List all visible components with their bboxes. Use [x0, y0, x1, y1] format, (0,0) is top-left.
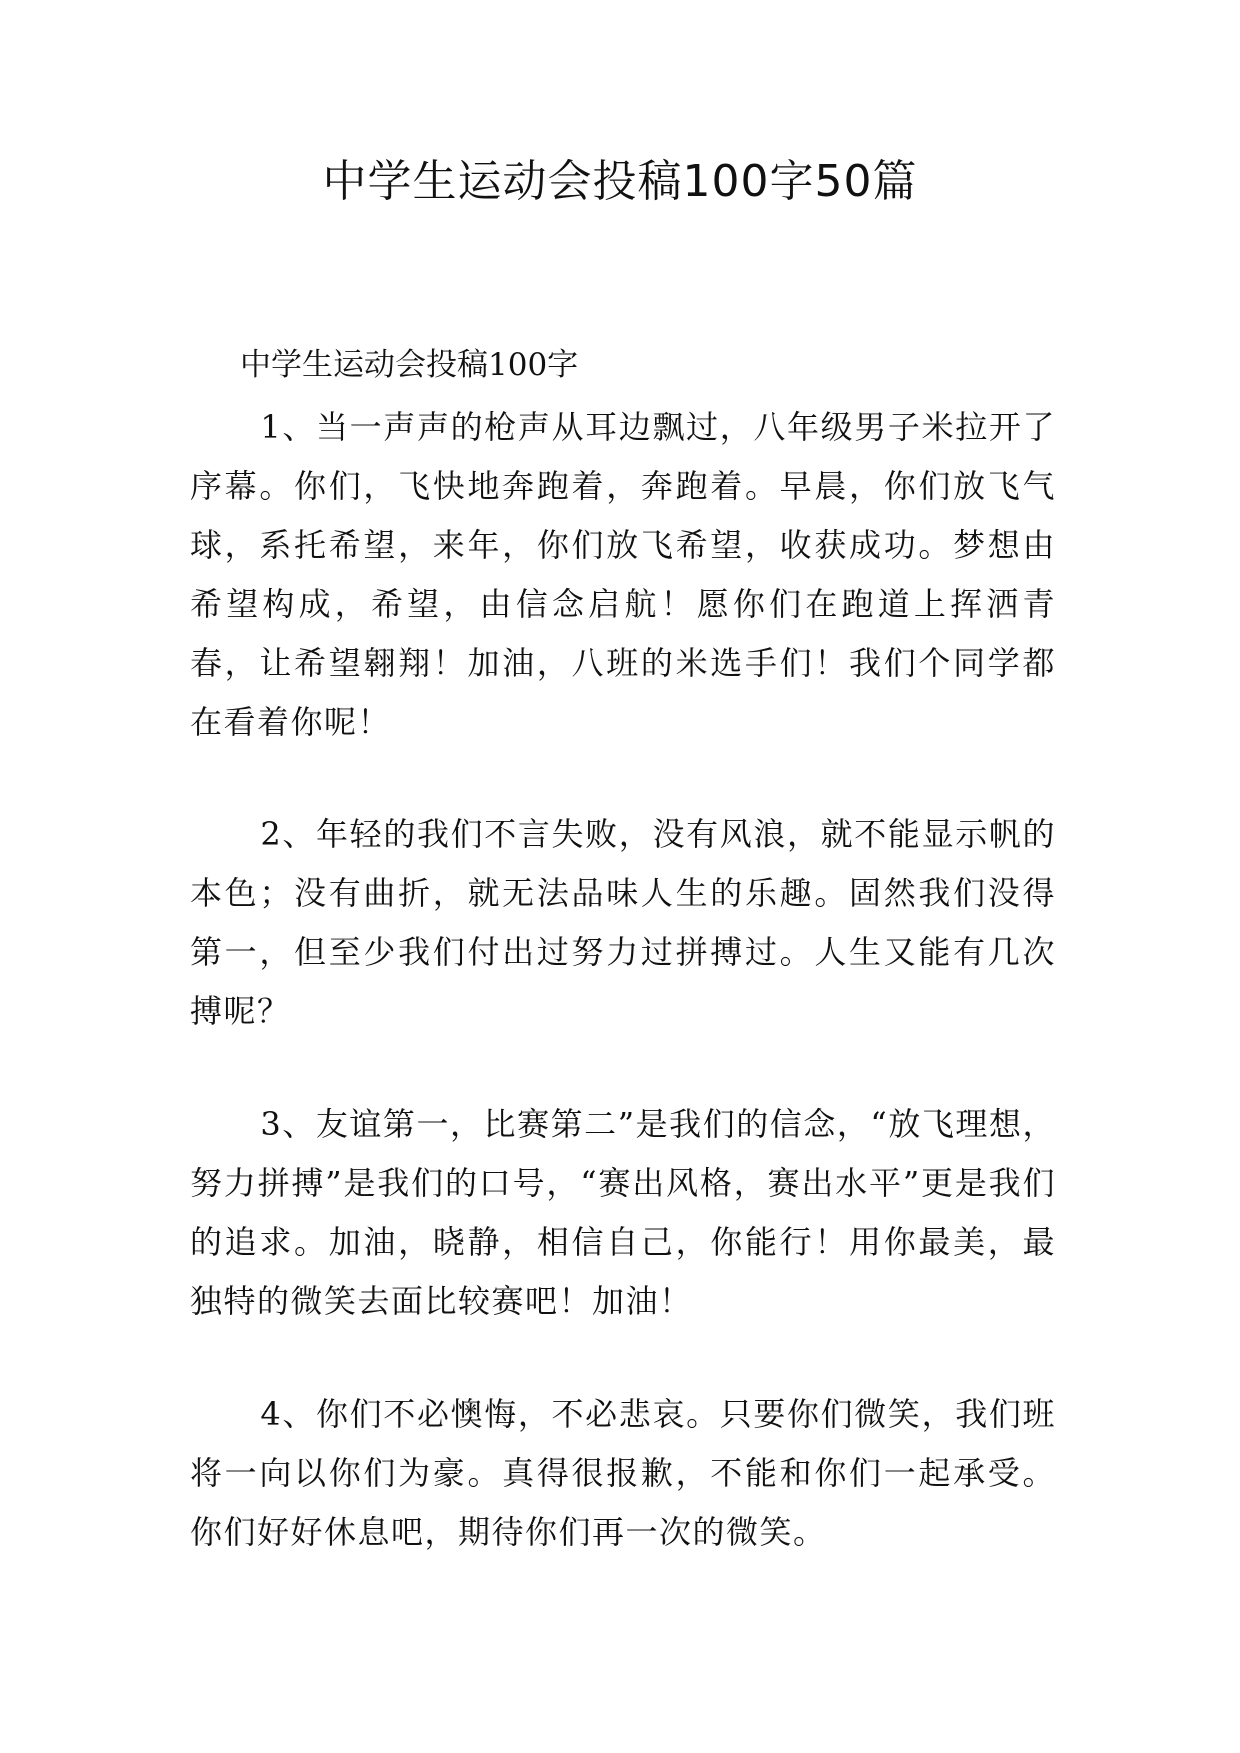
- page-title: 中学生运动会投稿100字50篇: [322, 156, 918, 207]
- section-heading: 中学生运动会投稿100字: [240, 347, 579, 383]
- paragraph-text: 4、你们不必懊悔，不必悲哀。只要你们微笑，我们班将一向以你们为豪。真得很报歉，不能和你们一起承受。你们好好休息吧，期待你们再一次的微笑。: [190, 1395, 1056, 1551]
- paragraph-2: [190, 805, 1056, 1041]
- paragraph-4: [190, 1385, 1056, 1562]
- paragraph-1: [190, 398, 1056, 752]
- paragraph-text: 1、当一声声的枪声从耳边飘过，八年级男子米拉开了序幕。你们，飞快地奔跑着，奔跑着。早晨，你们放飞气球，系托希望，来年，你们放飞希望，收获成功。梦想由希望构成，希望，由信念启航！愿你们在跑道上挥洒青春，让希望翱翔！加油，八班的米选手们！我们个同学都在看着你呢！: [190, 408, 1056, 741]
- paragraph-text: 2、年轻的我们不言失败，没有风浪，就不能显示帆的本色；没有曲折，就无法品味人生的乐趣。固然我们没得第一，但至少我们付出过努力过拼搏过。人生又能有几次搏呢？: [190, 815, 1056, 1030]
- paragraph-3: [190, 1095, 1056, 1331]
- paragraph-text: 3、友谊第一，比赛第二”是我们的信念，“放飞理想，努力拼搏”是我们的口号，“赛出风格，赛出水平”更是我们的追求。加油，晓静，相信自己，你能行！用你最美，最独特的微笑去面比较赛吧！加油！: [190, 1105, 1056, 1320]
